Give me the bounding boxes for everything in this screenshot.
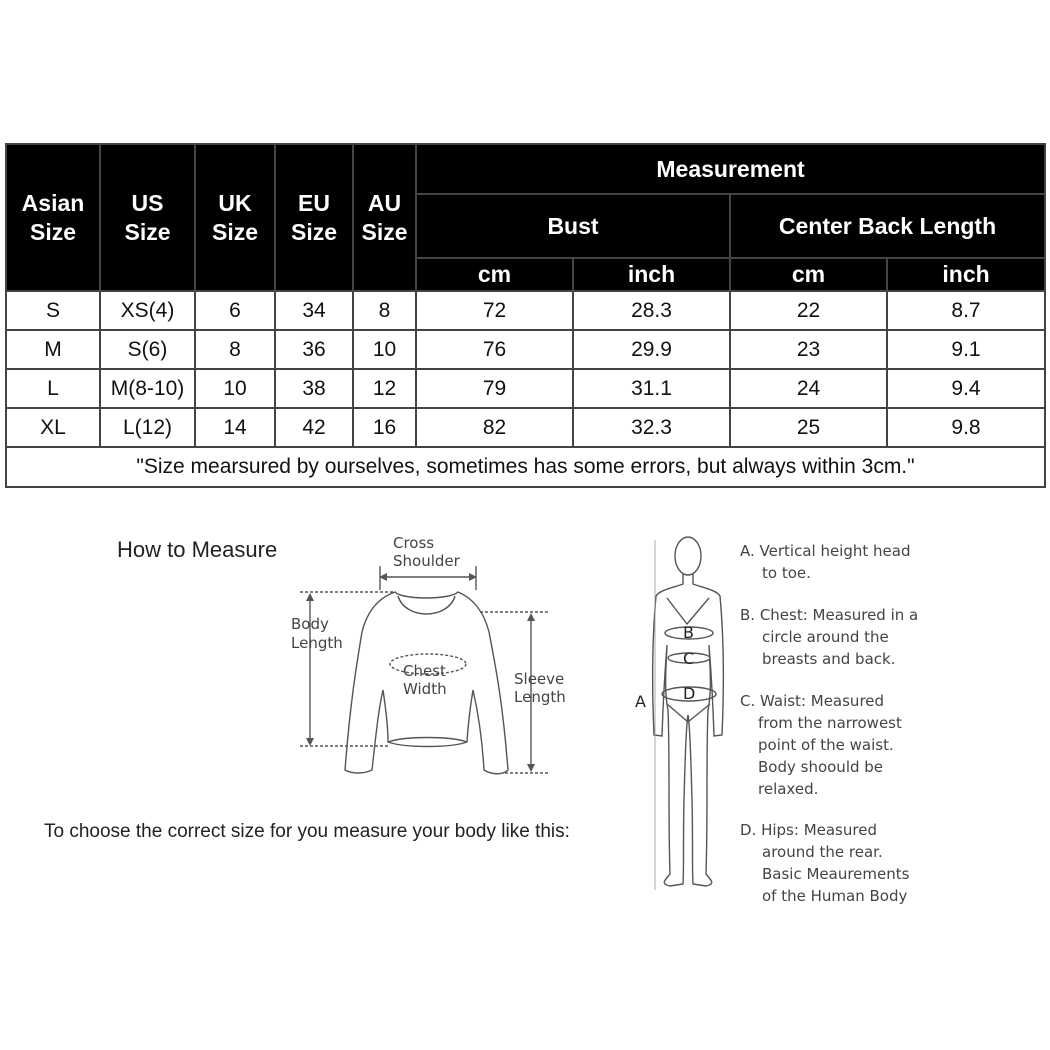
table-cell: 9.4 (887, 369, 1045, 408)
table-cell: 76 (416, 330, 573, 369)
header-bust-inch: inch (573, 258, 730, 291)
table-cell: L(12) (100, 408, 195, 447)
sleeve-label: Sleeve (514, 670, 565, 688)
table-cell: L (6, 369, 100, 408)
table-cell: 8 (353, 291, 416, 330)
body-label-a: A (635, 692, 646, 711)
table-cell: 10 (353, 330, 416, 369)
size-note: "Size mearsured by ourselves, sometimes has some errors, but always within 3cm." (6, 447, 1045, 487)
header-bust: Bust (416, 194, 730, 258)
instruction-text: To choose the correct size for you measure your body like this: (44, 821, 570, 842)
header-bust-cm: cm (416, 258, 573, 291)
table-cell: 24 (730, 369, 887, 408)
legend-c: C. Waist: Measured from the narrowest point of the waist. Body shoould be relaxed. (740, 692, 902, 798)
body-label: Body (291, 615, 329, 633)
table-cell: 42 (275, 408, 353, 447)
table-cell: 9.1 (887, 330, 1045, 369)
shoulder-label: Shoulder (393, 552, 460, 570)
table-cell: 32.3 (573, 408, 730, 447)
table-cell: 28.3 (573, 291, 730, 330)
table-cell: 31.1 (573, 369, 730, 408)
legend-a: A. Vertical height head to toe. (740, 542, 911, 582)
table-cell: 12 (353, 369, 416, 408)
table-cell: 79 (416, 369, 573, 408)
header-eu-size: EU Size (275, 144, 353, 291)
header-asian-size: Asian Size (6, 144, 100, 291)
table-cell: 10 (195, 369, 275, 408)
table-cell: XL (6, 408, 100, 447)
table-cell: 25 (730, 408, 887, 447)
body-length-label: Length (291, 634, 343, 652)
table-cell: 8 (195, 330, 275, 369)
header-us-size: US Size (100, 144, 195, 291)
table-cell: M (6, 330, 100, 369)
body-label-b: B (683, 623, 694, 642)
table-cell: 38 (275, 369, 353, 408)
table-cell: 14 (195, 408, 275, 447)
header-length-cm: cm (730, 258, 887, 291)
header-length-inch: inch (887, 258, 1045, 291)
table-cell: 29.9 (573, 330, 730, 369)
body-head (675, 537, 701, 575)
width-label: Width (403, 680, 447, 698)
header-center-back-length: Center Back Length (730, 194, 1045, 258)
body-outline (653, 574, 724, 886)
table-cell: 16 (353, 408, 416, 447)
table-cell: 9.8 (887, 408, 1045, 447)
table-cell: M(8-10) (100, 369, 195, 408)
table-cell: XS(4) (100, 291, 195, 330)
table-cell: 8.7 (887, 291, 1045, 330)
table-cell: 22 (730, 291, 887, 330)
table-cell: S (6, 291, 100, 330)
legend-d: D. Hips: Measured around the rear. Basic Meaurements of the Human Body (740, 821, 910, 905)
body-label-d: D (683, 684, 696, 703)
body-label-c: C (683, 649, 695, 668)
header-au-size: AU Size (353, 144, 416, 291)
header-measurement: Measurement (416, 144, 1045, 194)
chest-label: Chest (403, 662, 446, 680)
table-cell: S(6) (100, 330, 195, 369)
body-bust-lines (667, 598, 709, 624)
legend-b: B. Chest: Measured in a circle around the breasts and back. (740, 606, 919, 668)
table-cell: 36 (275, 330, 353, 369)
sweater-neck (398, 596, 455, 614)
table-cell: 6 (195, 291, 275, 330)
table-cell: 23 (730, 330, 887, 369)
cross-label: Cross (393, 534, 435, 552)
body-diagram (653, 537, 724, 890)
table-cell: 34 (275, 291, 353, 330)
table-cell: 72 (416, 291, 573, 330)
how-to-measure-title: How to Measure (117, 537, 278, 562)
sleeve-length-label: Length (514, 688, 566, 706)
header-uk-size: UK Size (195, 144, 275, 291)
sweater-hem (388, 738, 467, 743)
table-cell: 82 (416, 408, 573, 447)
